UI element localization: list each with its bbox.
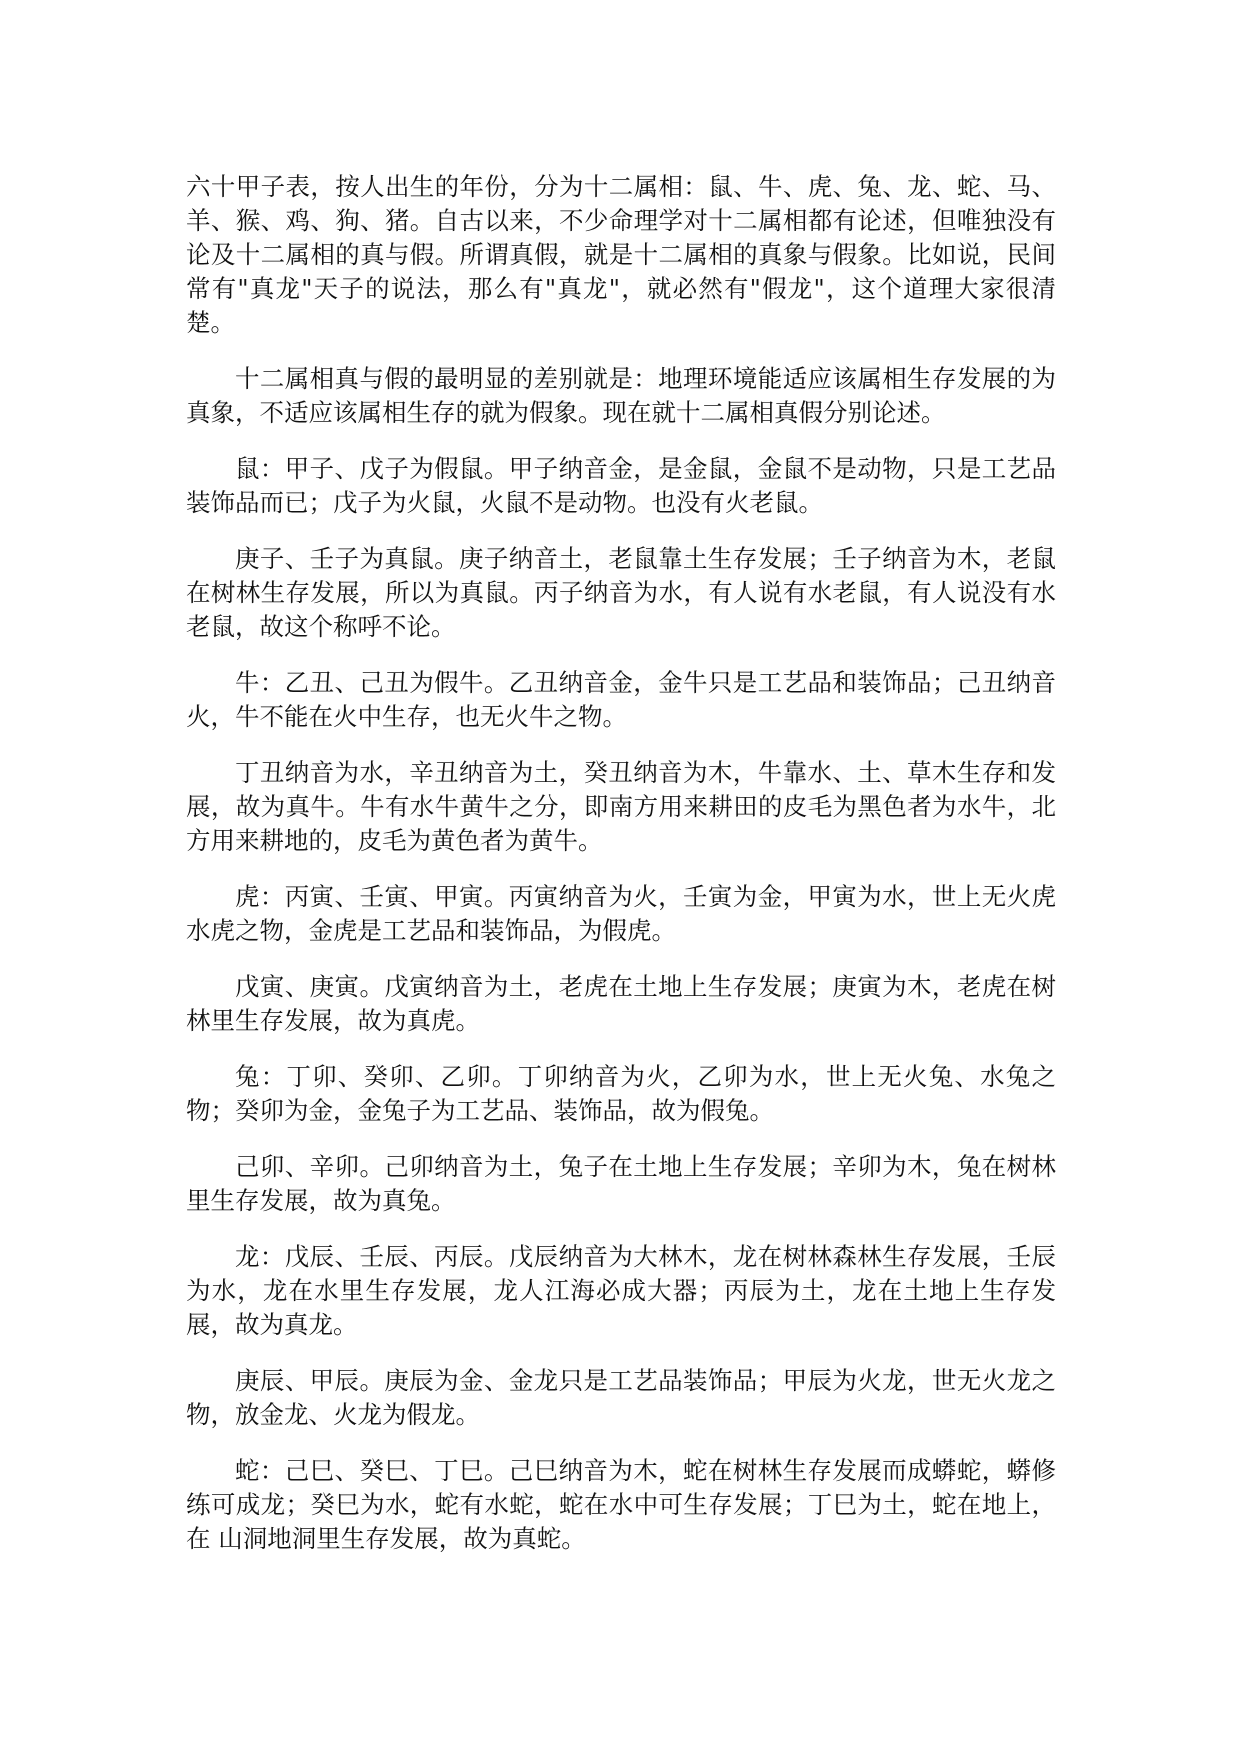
paragraph-dragon-true: 龙：戊辰、壬辰、丙辰。戊辰纳音为大林木，龙在树林森林生存发展，壬辰为水，龙在水里生存发展，龙人江海必成大器；丙辰为土，龙在土地上生存发展，故为真龙。 <box>186 1242 1056 1339</box>
paragraph-ox-false: 牛：乙丑、己丑为假牛。乙丑纳音金，金牛只是工艺品和装饰品；己丑纳音火，牛不能在火中生存，也无火牛之物。 <box>186 668 1056 731</box>
paragraph-rabbit-false: 兔：丁卯、癸卯、乙卯。丁卯纳音为火，乙卯为水，世上无火兔、水兔之物；癸卯为金，金兔子为工艺品、装饰品，故为假兔。 <box>186 1062 1056 1125</box>
paragraph-rabbit-true: 己卯、辛卯。己卯纳音为土，兔子在土地上生存发展；辛卯为木，兔在树林里生存发展，故为真兔。 <box>186 1152 1056 1215</box>
paragraph-intro: 六十甲子表，按人出生的年份，分为十二属相：鼠、牛、虎、兔、龙、蛇、马、羊、猴、鸡、狗、猪。自古以来，不少命理学对十二属相都有论述，但唯独没有论及十二属相的真与假。所谓真假，就是十二属相的真象与假象。比如说，民间常有"真龙"天子的说法，那么有"真龙"，就必然有"假龙"，这个道理大家很清楚。 <box>186 172 1056 337</box>
paragraph-tiger-false: 虎：丙寅、壬寅、甲寅。丙寅纳音为火，壬寅为金，甲寅为水，世上无火虎水虎之物，金虎是工艺品和装饰品，为假虎。 <box>186 882 1056 945</box>
paragraph-rat-true: 庚子、壬子为真鼠。庚子纳音土，老鼠靠土生存发展；壬子纳音为木，老鼠在树林生存发展，所以为真鼠。丙子纳音为水，有人说有水老鼠，有人说没有水老鼠，故这个称呼不论。 <box>186 544 1056 641</box>
paragraph-snake-true: 蛇：己巳、癸巳、丁巳。己巳纳音为木，蛇在树林生存发展而成蟒蛇，蟒修练可成龙；癸巳为水，蛇有水蛇，蛇在水中可生存发展；丁巳为土，蛇在地上，在 山洞地洞里生存发展，故为真蛇。 <box>186 1456 1056 1553</box>
paragraph-dragon-false: 庚辰、甲辰。庚辰为金、金龙只是工艺品装饰品；甲辰为火龙，世无火龙之物，放金龙、火龙为假龙。 <box>186 1366 1056 1429</box>
paragraph-rat-false: 鼠：甲子、戊子为假鼠。甲子纳音金，是金鼠，金鼠不是动物，只是工艺品装饰品而已；戊子为火鼠，火鼠不是动物。也没有火老鼠。 <box>186 454 1056 517</box>
paragraph-tiger-true: 戊寅、庚寅。戊寅纳音为土，老虎在土地上生存发展；庚寅为木，老虎在树林里生存发展，故为真虎。 <box>186 972 1056 1035</box>
paragraph-difference: 十二属相真与假的最明显的差别就是：地理环境能适应该属相生存发展的为真象，不适应该属相生存的就为假象。现在就十二属相真假分别论述。 <box>186 364 1056 427</box>
paragraph-ox-true: 丁丑纳音为水，辛丑纳音为土，癸丑纳音为木，牛靠水、土、草木生存和发展，故为真牛。牛有水牛黄牛之分，即南方用来耕田的皮毛为黑色者为水牛，北方用来耕地的，皮毛为黄色者为黄牛。 <box>186 758 1056 855</box>
body-text <box>186 170 1056 1578</box>
